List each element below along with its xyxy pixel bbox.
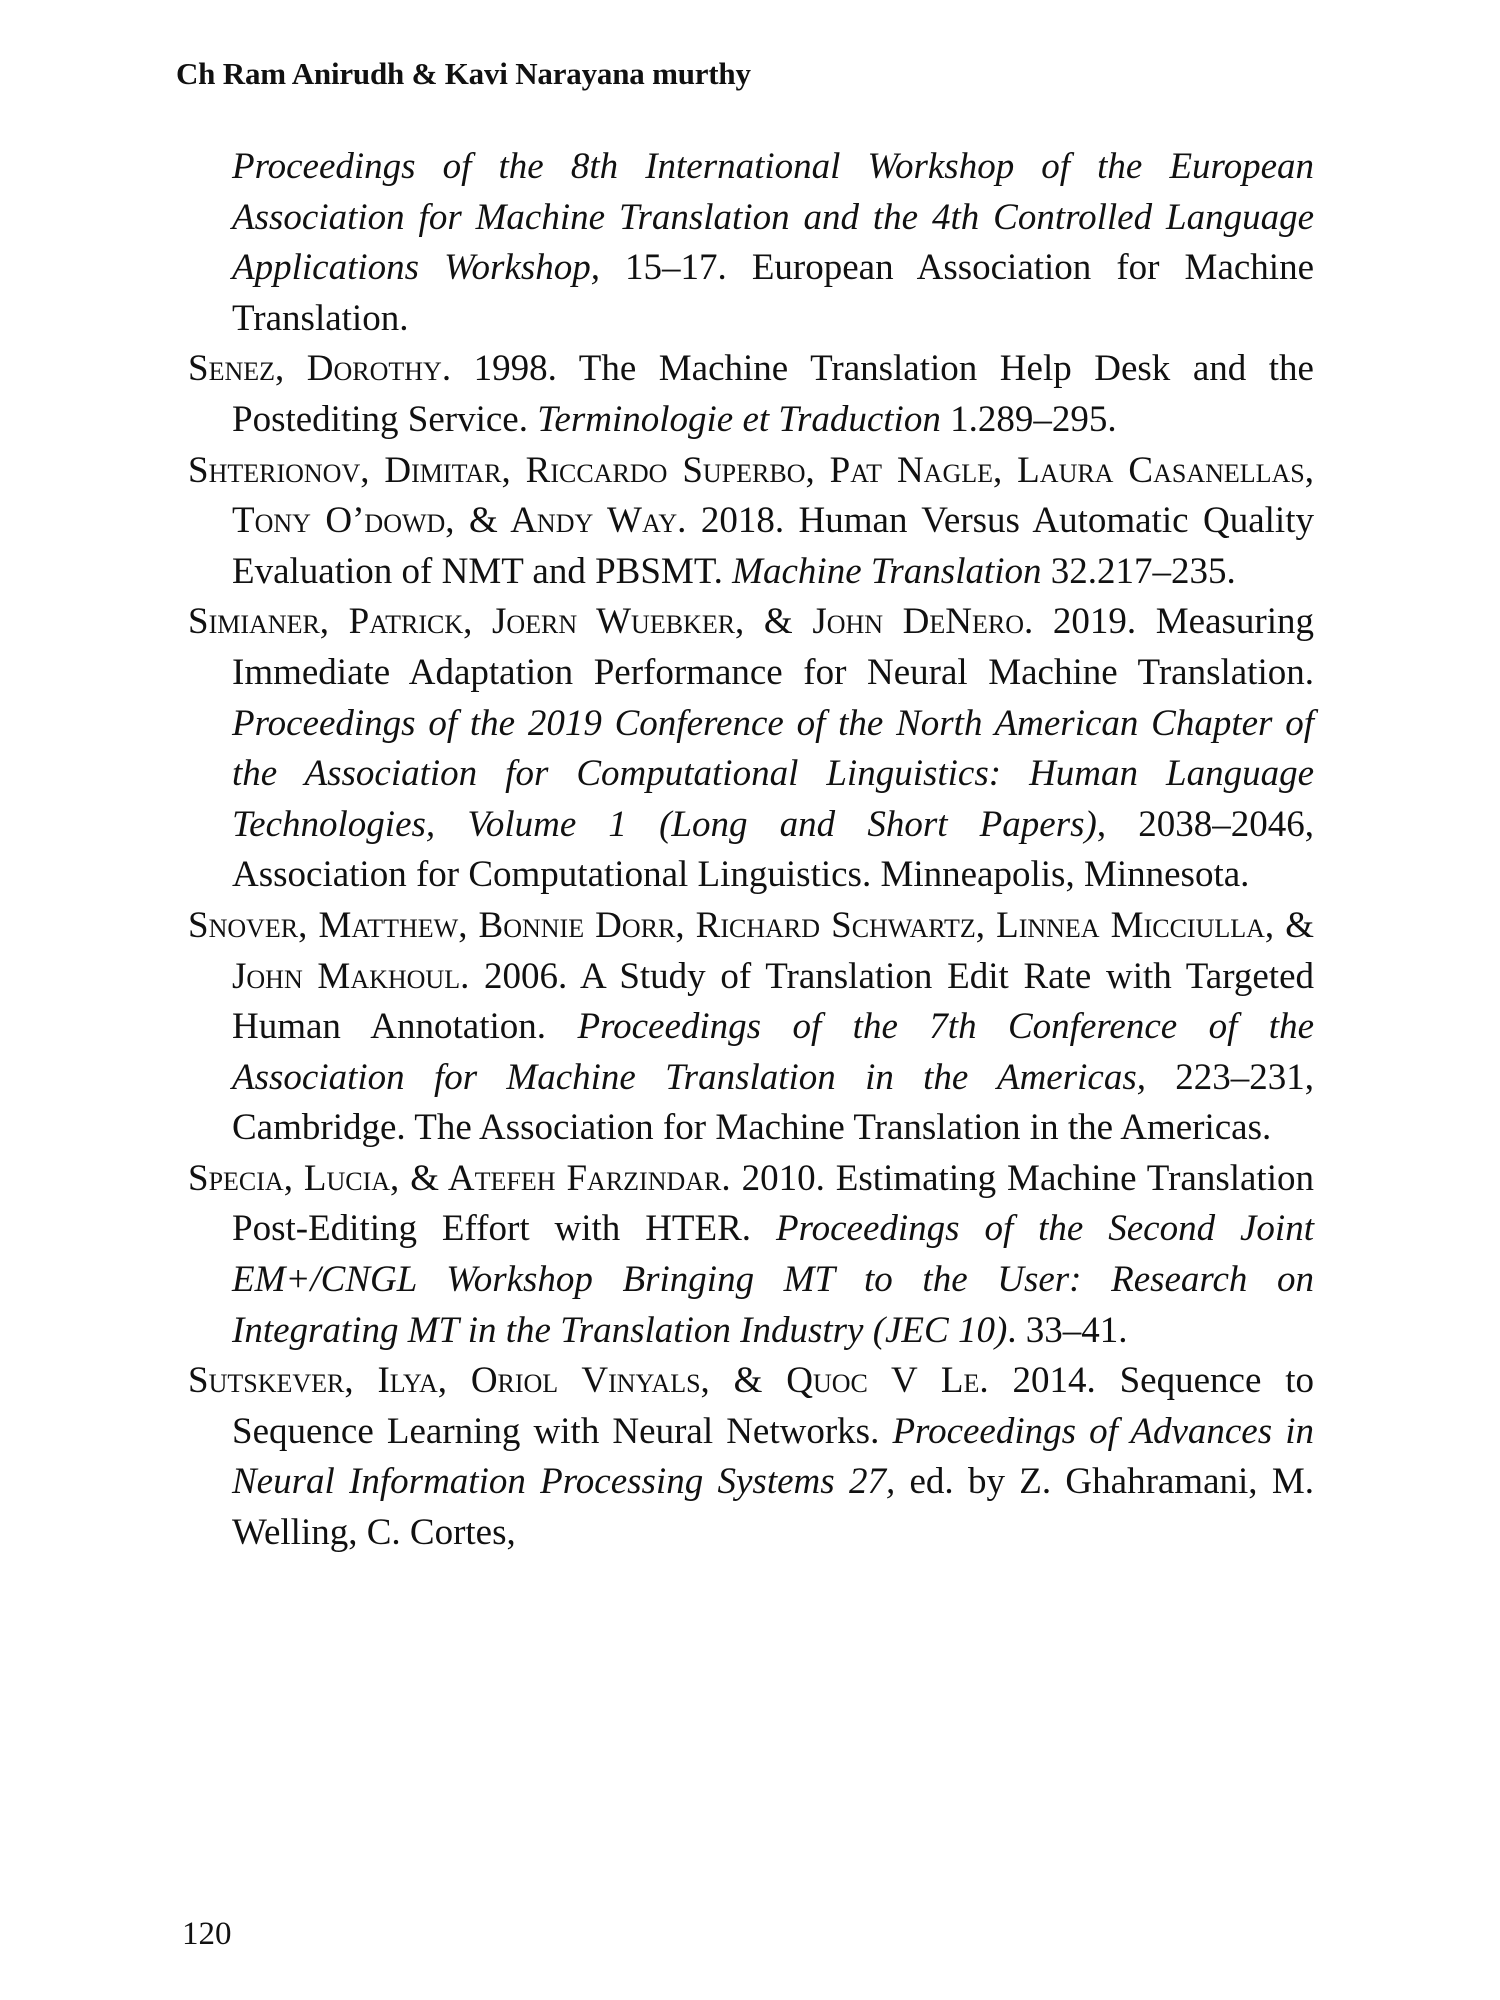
reference-details: 32.217–235.: [1041, 550, 1236, 592]
reference-details: 15–17. European Association for Machine Translation.: [232, 247, 1314, 339]
reference-authors: Simianer, Patrick, Joern Wuebker, & John DeNero.: [188, 601, 1034, 643]
reference-source: Proceedings of the 8th International Workshop of the European Association for Machine Translation and the 4th Controlled Language Applications Workshop,: [232, 146, 1314, 289]
reference-entry: [188, 901, 1314, 1154]
reference-authors: Specia, Lucia, & Atefeh Farzindar.: [188, 1157, 731, 1199]
reference-title: 2010. Estimating Machine Translation Post-Editing Effort with HTER.: [232, 1157, 1314, 1250]
reference-source: Proceedings of the 2019 Conference of the North American Chapter of the Association for Computational Linguistics: Human Language Technologies, Volume 1 (Long and Short Papers): [232, 702, 1314, 845]
reference-authors: Sutskever, Ilya, Oriol Vinyals, & Quoc V Le.: [188, 1360, 989, 1402]
reference-authors: Shterionov, Dimitar, Riccardo Superbo, Pat Nagle, Laura Casanellas, Tony O’dowd, & Andy Way.: [188, 449, 1314, 542]
reference-details: 223–231, Cambridge. The Association for Machine Translation in the Americas.: [232, 1056, 1315, 1149]
reference-authors: Senez, Dorothy.: [188, 348, 452, 390]
reference-title: 2019. Measuring Immediate Adaptation Performance for Neural Machine Translation.: [232, 601, 1314, 693]
reference-title: 2018. Human Versus Automatic Quality Evaluation of NMT and PBSMT.: [232, 500, 1314, 592]
reference-details: , 2038–2046, Association for Computational Linguistics. Minneapolis, Minnesota.: [232, 803, 1314, 896]
reference-source: Machine Translation: [732, 550, 1042, 592]
reference-entry: [188, 446, 1314, 598]
reference-source: Proceedings of Advances in Neural Information Processing Systems 27,: [232, 1410, 1315, 1503]
reference-authors: Snover, Matthew, Bonnie Dorr, Richard Schwartz, Linnea Micciulla, & John Makhoul.: [188, 904, 1314, 997]
reference-entry: [188, 1356, 1314, 1558]
reference-list: [188, 142, 1314, 1559]
reference-title: 1998. The Machine Translation Help Desk and the Postediting Service.: [232, 348, 1314, 440]
reference-source: Terminologie et Traduction: [537, 398, 941, 440]
running-header: Ch Ram Anirudh & Kavi Narayana murthy: [176, 56, 751, 91]
reference-details: ed. by Z. Ghahramani, M. Welling, C. Cortes,: [232, 1461, 1314, 1554]
reference-title: 2006. A Study of Translation Edit Rate with Targeted Human Annotation.: [232, 955, 1314, 1048]
reference-details: 1.289–295.: [940, 398, 1117, 440]
page-number: 120: [182, 1916, 232, 1952]
reference-title: 2014. Sequence to Sequence Learning with Neural Networks.: [232, 1360, 1314, 1452]
reference-entry: [188, 142, 1314, 344]
reference-details: . 33–41.: [1007, 1309, 1128, 1351]
reference-entry: [188, 1154, 1314, 1356]
reference-source: Proceedings of the Second Joint EM+/CNGL Workshop Bringing MT to the User: Research on Integrating MT in the Translation Industry (JEC 10): [232, 1208, 1314, 1351]
reference-entry: [188, 597, 1314, 901]
reference-source: Proceedings of the 7th Conference of the Association for Machine Translation in the Americas,: [232, 1006, 1314, 1098]
reference-entry: [188, 344, 1314, 445]
